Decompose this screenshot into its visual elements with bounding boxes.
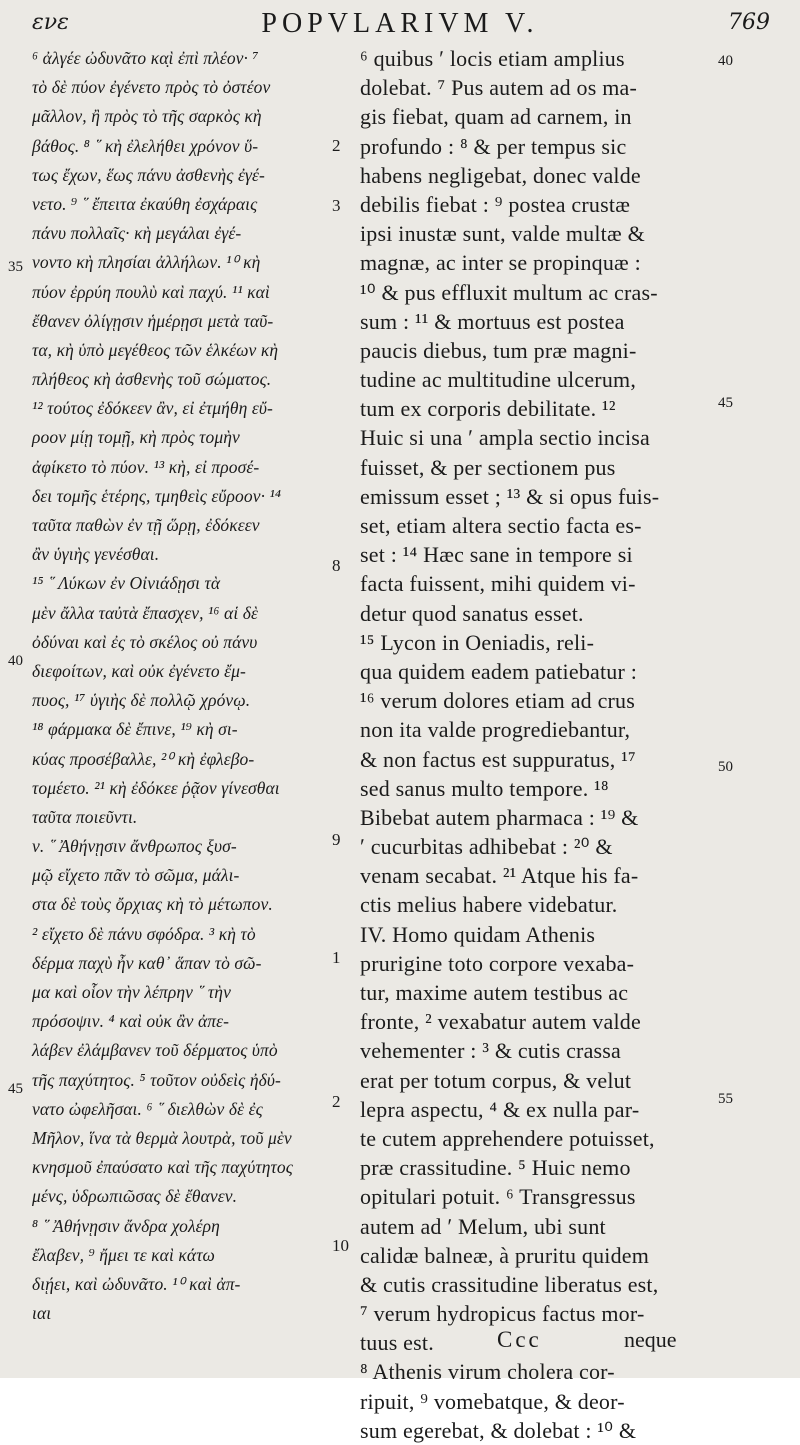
greek-line: ² εἴχετο δὲ πάνυ σφόδρα. ³ κὴ τὸ	[32, 923, 256, 944]
page-number: 769	[728, 10, 770, 35]
latin-line: ʹ cucurbitas adhibebat : ²⁰ &	[360, 834, 613, 860]
greek-line: βάθος. ⁸ ῞ κὴ ἐλελήθει χρόνον ὕ-	[32, 135, 259, 156]
greek-line: διῄει, καὶ ὠδυνᾶτο. ¹⁰ καὶ ἀπ-	[32, 1273, 241, 1294]
latin-line: set : ¹⁴ Hæc sane in tempore si	[360, 542, 633, 568]
latin-line: & non factus est suppuratus, ¹⁷	[360, 746, 636, 772]
verse-number: 8	[332, 556, 341, 575]
line-number: 50	[718, 759, 733, 775]
latin-line: venam secabat. ²¹ Atque his fa-	[360, 863, 639, 889]
latin-line: dolebat. ⁷ Pus autem ad os ma-	[360, 75, 638, 101]
greek-line: πλήθεος κὴ ἀσθενὴς τοῦ σώματος.	[32, 369, 272, 390]
running-head-title: POPVLARIVM V.	[261, 8, 539, 39]
latin-line: ⁸ Athenis virum cholera cor-	[360, 1359, 615, 1385]
verse-number: 2	[332, 136, 341, 155]
latin-line: qua quidem eadem patiebatur :	[360, 658, 638, 684]
latin-line: set, etiam altera sectio facta es-	[360, 513, 642, 538]
greek-line: ιαι	[32, 1303, 52, 1324]
verse-number: 10	[332, 1236, 349, 1255]
greek-column	[32, 44, 324, 1328]
latin-line: paucis diebus, tum præ magni-	[360, 337, 637, 363]
greek-line: δέρμα παχὺ ἦν καθ᾽ ἅπαν τὸ σῶ-	[32, 952, 262, 973]
greek-line: ¹² τούτος ἐδόκεεν ἂν, εἰ ἐτμήθη εὔ-	[32, 398, 273, 419]
latin-line: fuisset, & per sectionem pus	[360, 454, 616, 480]
greek-line: πυος, ¹⁷ ὑγιὴς δὲ πολλῷ χρόνῳ.	[32, 690, 251, 711]
latin-line: calidæ balneæ, à pruritu quidem	[360, 1242, 650, 1268]
greek-line: ¹⁵ ῞ Λύκων ἐν Οἰνιάδῃσι τὰ	[32, 573, 221, 594]
latin-line: fronte, ² vexabatur autem valde	[360, 1009, 641, 1035]
catchword: neque	[624, 1327, 677, 1352]
greek-line: νοντο κὴ πλησίαι ἀλλήλων. ¹⁰ κὴ	[32, 252, 261, 273]
greek-line: ⁶ ἀλγέε ὠδυνᾶτο κα̣ὶ ἐπὶ πλέον· ⁷	[32, 48, 259, 68]
latin-line: IV. Homo quidam Athenis	[360, 921, 596, 947]
latin-line: ⁶ quibus ʹ locis etiam amplius	[360, 46, 625, 71]
greek-line: λάβεν ἐλάμβανεν τοῦ δέρματος ὑπὸ	[32, 1040, 278, 1061]
latin-line: te cutem apprehendere potuisset,	[360, 1125, 655, 1151]
line-number: 35	[8, 259, 23, 275]
latin-line: præ crassitudine. ⁵ Huic nemo	[360, 1155, 631, 1181]
greek-line: ⁸ ῞ Ἀθήνῃσιν ἄνδρα χολέρη	[32, 1215, 220, 1236]
latin-line: Huic si una ʹ ampla sectio incisa	[360, 425, 651, 451]
greek-line: πύον ἐρρύη πουλὺ καὶ παχύ. ¹¹ καὶ	[32, 281, 270, 302]
greek-line: δει τομῆς ἑτέρης, τμηθεὶς εὔροον· ¹⁴	[32, 485, 282, 506]
latin-line: non ita valde progrediebantur,	[360, 717, 631, 743]
latin-line: profundo : ⁸ & per tempus sic	[360, 133, 627, 159]
verse-number: 3	[332, 196, 341, 215]
latin-line: sed sanus multo tempore. ¹⁸	[360, 775, 609, 801]
greek-line: ν. ῞ Ἀθήνῃσιν ἄνθρωπος ξυσ-	[32, 836, 237, 857]
latin-line: gis fiebat, quam ad carnem, in	[360, 104, 632, 130]
latin-line: emissum esset ; ¹³ & si opus fuis-	[360, 483, 660, 509]
latin-line: tum ex corporis debilitate. ¹²	[360, 396, 616, 422]
greek-line: κνησμοῦ ἐπαύσατο καὶ τῆς παχύτητος	[32, 1157, 293, 1178]
greek-line: νατο ὠφελῆσαι. ⁶ ῞ διελθὼν δὲ ἐς	[32, 1098, 263, 1119]
latin-line: ripuit, ⁹ vomebatque, & deor-	[360, 1388, 625, 1414]
greek-line: μένς, ὑδρωπιῶσας δὲ ἔθανεν.	[32, 1186, 238, 1207]
greek-line: ταῦτα παθὼν ἐν τῇ ὥρῃ, ἐδόκεεν	[32, 515, 260, 535]
greek-line: νετο. ⁹ ῞ ἔπειτα ἐκαύθη ἐσχάραις	[32, 193, 258, 214]
greek-line: τα, κὴ ὑπὸ μεγέθεος τῶν ἑλκέων κὴ	[32, 339, 279, 360]
latin-line: tur, maxime autem testibus ac	[360, 980, 629, 1005]
latin-line: autem ad ʹ Melum, ubi sunt	[360, 1213, 606, 1239]
latin-line: opitulari potuit. ⁶ Transgressus	[360, 1184, 636, 1210]
greek-line: μὲν ἄλλα ταὐτὰ ἔπασχεν, ¹⁶ αἱ δὲ	[32, 602, 258, 623]
greek-line: ἔθανεν ὀλίγῃσιν ἡμέρῃσι μετὰ ταῦ-	[32, 310, 274, 331]
verse-number: 9	[332, 830, 341, 849]
greek-line: τὸ δὲ πύον ἐγένετο πρὸς τὸ ὀστέον	[32, 77, 271, 98]
line-number: 45	[718, 395, 733, 411]
greek-line: μᾶλλον, ἢ πρὸς τὸ τῆς σαρκὸς κὴ	[32, 106, 262, 127]
line-number: 40	[8, 653, 23, 669]
greek-line: ὀδύναι καὶ ἐς τὸ σκέλος οὐ πάνυ	[32, 631, 258, 652]
latin-line: ¹⁵ Lycon in Oeniadis, reli-	[360, 629, 595, 655]
latin-line: lepra aspectu, ⁴ & ex nulla par-	[360, 1096, 640, 1122]
line-number: 45	[8, 1081, 23, 1097]
latin-line: ⁷ verum hydropicus factus mor-	[360, 1301, 645, 1327]
greek-line: ἔλαβεν, ⁹ ἤμει τε καὶ κάτω	[32, 1244, 216, 1265]
latin-line: facta fuissent, mihi quidem vi-	[360, 571, 636, 597]
greek-line: ¹⁸ φάρμακα δὲ ἔπινε, ¹⁹ κὴ σι-	[32, 719, 238, 740]
greek-line: μα καὶ οἷον τὴν λέπρην ῞ τὴν	[32, 982, 231, 1002]
running-head	[0, 4, 800, 40]
greek-line: τῆς παχύτητος. ⁵ τοῦτον οὐδεὶς ἠδύ-	[32, 1069, 281, 1090]
latin-line: ipsi inustæ sunt, valde multæ &	[360, 221, 645, 247]
latin-line: vehementer : ³ & cutis crassa	[360, 1038, 622, 1064]
greek-line: τως ἔχων, ἕως πάνυ ἀσθενὴς ἐγέ-	[32, 164, 265, 185]
latin-line: tudine ac multitudine ulcerum,	[360, 367, 637, 393]
latin-line: Bibebat autem pharmaca : ¹⁹ &	[360, 804, 639, 830]
greek-line: ταῦτα ποιεῦντι.	[32, 806, 138, 827]
latin-line: detur quod sanatus esset.	[360, 600, 584, 626]
latin-line: erat per totum corpus, & velut	[360, 1067, 632, 1093]
latin-line: ¹⁰ & pus effluxit multum ac cras-	[360, 279, 658, 305]
latin-column	[360, 44, 716, 1445]
greek-line: διεφοίτων, καὶ οὐκ ἐγένετο ἔμ-	[32, 660, 246, 681]
greek-line: ροον μίῃ τομῇ, κὴ πρὸς τομὴν	[32, 427, 240, 448]
latin-line: sum egerebat, & dolebat : ¹⁰ &	[360, 1417, 637, 1443]
greek-line: πάνυ πολλαῖς· κὴ μεγάλαι ἐγέ-	[32, 223, 242, 244]
line-number: 55	[718, 1091, 733, 1107]
greek-line: κύας προσέβαλλε, ²⁰ κὴ ἐφλεβο-	[32, 748, 255, 769]
verse-number: 2	[332, 1092, 341, 1111]
greek-line: στα δὲ τοὺς ὄρχιας κὴ τὸ μέτωπον.	[32, 894, 273, 915]
latin-line: & cutis crassitudine liberatus est,	[360, 1271, 659, 1297]
greek-line: τομέετο. ²¹ κὴ ἐδόκεε ῥᾷον γίνεσθαι	[32, 777, 280, 798]
greek-line: μῷ εἴχετο πᾶν τὸ σῶμα, μάλι-	[32, 865, 240, 886]
greek-line: πρόσοψιν. ⁴ καὶ οὐκ ἂν ἀπε-	[32, 1011, 230, 1032]
latin-line: sum : ¹¹ & mortuus est postea	[360, 308, 625, 334]
verse-number: 1	[332, 948, 341, 967]
latin-line: debilis fiebat : ⁹ postea crustæ	[360, 191, 631, 217]
latin-line: ¹⁶ verum dolores etiam ad crus	[360, 688, 636, 714]
latin-line: magnæ, ac inter se propinquæ :	[360, 250, 641, 276]
running-head-left: ενε	[32, 10, 69, 35]
line-number: 40	[718, 53, 733, 69]
latin-line: ctis melius habere videbatur.	[360, 892, 618, 918]
greek-line: Μῆλον, ἵνα τὰ θερμὰ λουτρὰ, τοῦ μὲν	[32, 1127, 292, 1148]
greek-line: ἂν ὑγιὴς γενέσθαι.	[32, 544, 160, 565]
latin-line: prurigine toto corpore vexaba-	[360, 950, 635, 976]
latin-line: tuus est.	[360, 1330, 434, 1356]
signature-mark: Ccc	[497, 1327, 542, 1352]
latin-line: habens negligebat, donec valde	[360, 162, 641, 188]
greek-line: ἀφίκετο τὸ πύον. ¹³ κὴ, εἰ προσέ-	[32, 456, 260, 477]
